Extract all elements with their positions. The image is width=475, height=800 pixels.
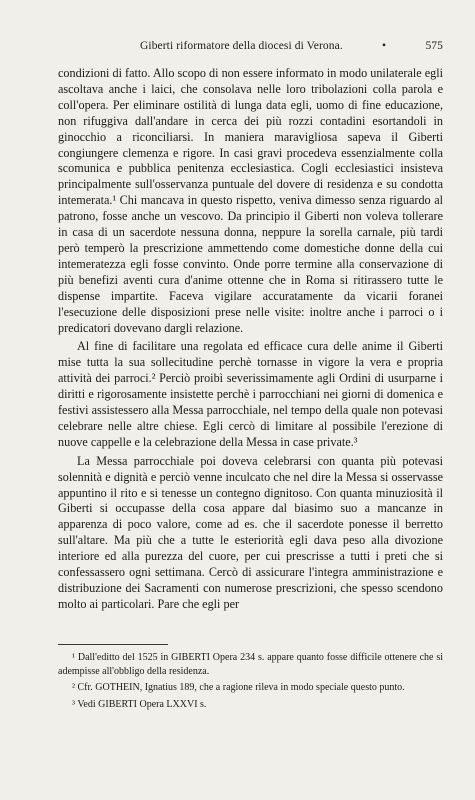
- footnote-rule: [58, 644, 168, 645]
- main-text: [58, 66, 443, 613]
- running-title: Giberti riformatore della diocesi di Verona.: [140, 40, 343, 52]
- paragraph-1: condizioni di fatto. Allo scopo di non essere informato in modo unilaterale egli ascoltava anche i laici, che consolava nelle loro tribolazioni colla parola e coll'opera. Per eliminare ostilità di lunga data egli, uomo di fine educazione, non rifuggiva dall'andare in cerca dei più rozzi contadini esortandoli in ginocchio a riconciliarsi. In maniera maravigliosa sapeva il Giberti congiungere clemenza e rigore. In casi gravi procedeva essenzialmente colla scomunica e pubblica penitenza ecclesiastica. Cogli ecclesiastici insisteva principalmente sull'osservanza puntuale del dovere di residenza e su condotta intemerata.¹ Chi mancava in questo rispetto, veniva dimesso senza riguardo al patrono, fosse anche un vescovo. Da principio il Giberti non voleva tollerare in casa di un sacerdote nessuna donna, neppure la sorella carnale, più tardi però temperò la prescrizione ammettendo come domestiche donne della cui intemeratezza egli fosse convinto. Onde porre termine alla conservazione di più benefizi aventi cura d'anime ottenne che in Roma si ritirassero tutte le dispense impartite. Faceva vigilare accuratamente da vicarii foranei l'esecuzione delle disposizioni prese nelle visite: inoltre anche i parroci o i predicatori dovevano dargli relazione.: [58, 66, 443, 335]
- footnote-3: ³ Vedi GIBERTI Opera LXXVI s.: [72, 698, 207, 710]
- running-header: [58, 38, 443, 56]
- header-separator: •: [382, 40, 387, 52]
- paragraph-2: Al fine di facilitare una regolata ed efficace cura delle anime il Giberti mise tutta la sua sollecitudine perchè tornasse in vigore la vera e propria attività dei parroci.² Perciò proibì severissimamente agli Ordini di usurparne i diritti e rigorosamente insistette perchè i parrocchiani nei giorni di domenica e festivi assistessero alla Messa parrocchiale, nel tempo della quale non potevasi celebrare nelle altre chiese. Egli cercò di limitare al possibile l'erezione di nuove cappelle e la celebrazione della Messa in case private.³: [58, 339, 443, 449]
- page-number: 575: [425, 40, 443, 52]
- footnotes: [58, 651, 443, 714]
- paragraph-3: La Messa parrocchiale poi doveva celebrarsi con quanta più potevasi solennità e dignità e perciò venne inculcato che nel dire la Messa si osservasse appuntino il rito e si tenesse un contegno dignitoso. Con quanta minuziosità il Giberti si occupasse della cosa appare dal biasimo suo a mancanze in apparenza di poco valore, come ad es. che il sacerdote ponesse il berretto sull'altare. Ma più che a tutte le esteriorità egli dava peso alla divozione interiore ed alla purezza del cuore, per cui prescrisse a tutti i preti che si confessassero ogni settimana. Cercò di assicurare l'integra amministrazione e distribuzione dei Sacramenti con numerose prescrizioni, che spesso scendono molto ai particolari. Pare che egli per: [58, 453, 443, 611]
- footnote-2: ² Cfr. GOTHEIN, Ignatius 189, che a ragione rileva in modo speciale questo punto.: [72, 682, 405, 694]
- footnote-1: ¹ Dall'editto del 1525 in GIBERTI Opera 234 s. appare quanto fosse difficile ottenere che si adempisse all'obbligo della residenza.: [58, 652, 443, 677]
